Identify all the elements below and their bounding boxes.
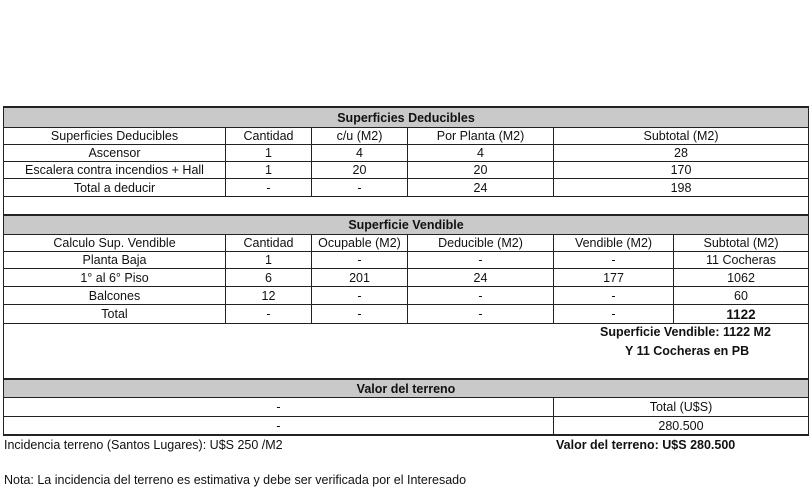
table-cell: - — [266, 307, 271, 321]
table-cell: 1062 — [727, 270, 755, 285]
table-cell: 1 — [265, 163, 272, 177]
table-cell: - — [611, 253, 616, 267]
vendible-total-value: 1122 — [726, 306, 756, 322]
incidencia-text: Incidencia terreno (Santos Lugares): U$S 250 /M2 — [4, 438, 283, 452]
vendible-col-header: Calculo Sup. Vendible — [53, 236, 176, 250]
table-cell: 4 — [356, 146, 363, 160]
table-cell: - — [276, 400, 281, 414]
deducibles-col-header: Subtotal (M2) — [643, 129, 719, 143]
table-cell: Escalera contra incendios + Hall — [25, 163, 204, 177]
table-cell: 177 — [603, 270, 624, 285]
table-cell: 280.500 — [658, 418, 704, 433]
vendible-summary-line1: Superficie Vendible: 1122 M2 — [600, 325, 771, 339]
table-cell: Total (U$S) — [649, 400, 713, 414]
table-cell: 170 — [670, 163, 692, 177]
table-cell: 201 — [349, 270, 370, 285]
table-cell: - — [276, 418, 281, 433]
table-cell: - — [357, 288, 362, 303]
table-cell: Ascensor — [88, 146, 141, 160]
table-cell: - — [611, 307, 616, 321]
deducibles-col-header: Cantidad — [243, 129, 294, 143]
nota-text: Nota: La incidencia del terreno es estimativa y debe ser verificada por el Interesado — [4, 473, 467, 487]
table-cell: Balcones — [88, 288, 141, 303]
table-cell: 24 — [473, 270, 488, 285]
vendible-col-header: Cantidad — [243, 236, 294, 250]
vendible-col-header: Vendible (M2) — [574, 236, 653, 250]
valor-terreno-text: Valor del terreno: U$S 280.500 — [556, 438, 736, 452]
vendible-title: Superficie Vendible — [4, 216, 808, 234]
table-cell: 4 — [477, 146, 484, 160]
table-cell: 11 Cocheras — [706, 253, 776, 267]
table-cell: - — [478, 253, 483, 267]
table-cell: 198 — [670, 180, 692, 195]
table-cell: 1 — [265, 146, 272, 160]
table-cell: - — [478, 307, 483, 321]
deducibles-title: Superficies Deducibles — [4, 108, 808, 127]
vendible-col-header: Deducible (M2) — [438, 236, 523, 250]
table-cell: 20 — [473, 163, 488, 177]
table-cell: - — [266, 180, 271, 195]
table-cell: 20 — [352, 163, 367, 177]
table-cell: - — [357, 253, 362, 267]
terreno-title: Valor del terreno — [4, 380, 808, 397]
table-cell: 1 — [265, 253, 272, 267]
table-cell: 1° al 6° Piso — [80, 270, 149, 285]
deducibles-col-header: Por Planta (M2) — [436, 129, 525, 143]
deducibles-col-header: Superficies Deducibles — [50, 129, 179, 143]
table-cell: - — [611, 288, 616, 303]
table-cell: Total a deducir — [73, 180, 156, 195]
table-cell: - — [357, 307, 362, 321]
table-cell: - — [478, 288, 483, 303]
table-cell: 60 — [734, 288, 748, 303]
deducibles-col-header: c/u (M2) — [336, 129, 383, 143]
vendible-summary-line2: Y 11 Cocheras en PB — [625, 344, 750, 358]
table-cell: Total — [101, 307, 128, 321]
table-cell: - — [357, 180, 362, 195]
table-cell: 12 — [261, 288, 276, 303]
vendible-col-header: Ocupable (M2) — [318, 236, 401, 250]
table-cell: 28 — [674, 146, 688, 160]
table-cell: Planta Baja — [82, 253, 147, 267]
vendible-col-header: Subtotal (M2) — [703, 236, 779, 250]
table-cell: 24 — [473, 180, 488, 195]
table-cell: 6 — [265, 270, 272, 285]
